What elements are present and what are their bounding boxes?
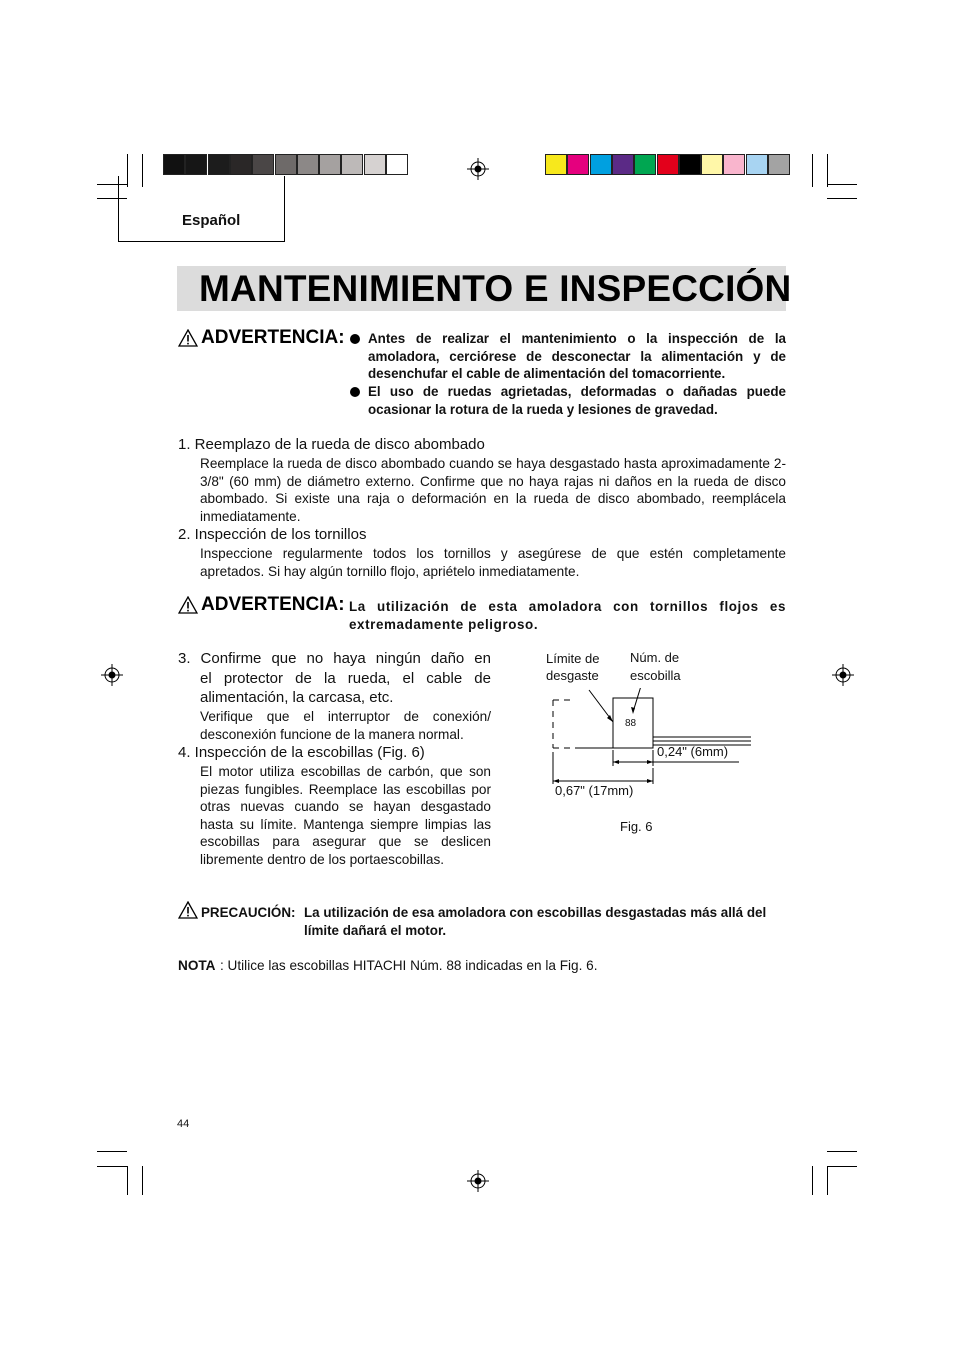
title-bar bbox=[177, 266, 792, 311]
warning-triangle-icon bbox=[178, 901, 198, 919]
warning-label: ADVERTENCIA: bbox=[201, 594, 345, 615]
calibration-swatch bbox=[590, 154, 612, 175]
calibration-swatch bbox=[701, 154, 723, 175]
registration-target-icon bbox=[467, 158, 489, 180]
caution-text: La utilización de esa amoladora con escobillas desgastadas más allá del límite dañará el motor. bbox=[304, 905, 767, 938]
item-body: Reemplace la rueda de disco abombado cuando se haya desgastado hasta aproximadamente 2-3/8" (60 mm) de diámetro externo. Confirme que no haya rajas ni daños en la rueda de disco abombado. Si existe una raja o deformación en la rueda de disco abombado, reemplácela inmediatamente. bbox=[200, 456, 786, 524]
caution-label: PRECAUCIÓN: bbox=[201, 905, 296, 920]
crop-mark bbox=[827, 1166, 828, 1195]
item-title: el protector de la rueda, el cable de bbox=[200, 670, 491, 687]
dimension-short-label: 0,24" (6mm) bbox=[657, 744, 729, 759]
calibration-swatch bbox=[634, 154, 656, 175]
calibration-swatch bbox=[612, 154, 634, 175]
calibration-swatch bbox=[364, 154, 386, 175]
warning-text: La utilización de esta amoladora con tornillos flojos es extremadamente peligroso. bbox=[349, 599, 786, 632]
registration-target-icon bbox=[832, 664, 854, 686]
crop-mark bbox=[827, 198, 857, 199]
brush-number-label: 88 bbox=[625, 718, 637, 729]
calibration-swatch bbox=[679, 154, 701, 175]
item-title: 2. Inspección de los tornillos bbox=[178, 526, 367, 543]
item-body: Verifique que el interruptor de conexión/ desconexión funcione de la manera normal. bbox=[200, 709, 491, 742]
calibration-swatch bbox=[657, 154, 679, 175]
calibration-swatch bbox=[746, 154, 768, 175]
crop-mark bbox=[827, 154, 828, 187]
calibration-swatch bbox=[768, 154, 790, 175]
crop-mark bbox=[827, 1166, 857, 1167]
calibration-swatch bbox=[386, 154, 408, 175]
warning-bullet-text: Antes de realizar el mantenimiento o la inspección de la amoladora, cerciórese de desconectar la alimentación y de desenchufar el cable de alimentación del tomacorriente. bbox=[368, 331, 786, 381]
crop-mark bbox=[127, 1166, 128, 1195]
calibration-swatch bbox=[230, 154, 252, 175]
registration-target-icon bbox=[101, 664, 123, 686]
crop-mark bbox=[812, 154, 813, 187]
brush-diagram bbox=[545, 688, 755, 798]
language-label: Español bbox=[182, 212, 241, 229]
calibration-swatch bbox=[252, 154, 274, 175]
calibration-swatch bbox=[319, 154, 341, 175]
figure-caption: Fig. 6 bbox=[620, 819, 653, 834]
item-body: Inspeccione regularmente todos los tornillos y asegúrese de que estén completamente apretados. Si hay algún tornillo flojo, apriételo inmediatamente. bbox=[200, 546, 786, 579]
calibration-swatch bbox=[567, 154, 589, 175]
bullet-icon bbox=[350, 387, 360, 397]
note-label: NOTA bbox=[178, 958, 216, 973]
calibration-swatch bbox=[185, 154, 207, 175]
figure-label-wear-limit: Límite de bbox=[546, 651, 600, 666]
calibration-swatch bbox=[208, 154, 230, 175]
crop-mark bbox=[97, 1151, 127, 1152]
warning-triangle-icon bbox=[178, 596, 198, 614]
calibration-swatch bbox=[297, 154, 319, 175]
calibration-swatch bbox=[723, 154, 745, 175]
crop-mark bbox=[827, 1151, 857, 1152]
dimension-long-label: 0,67" (17mm) bbox=[555, 783, 634, 798]
crop-mark bbox=[142, 1166, 143, 1195]
page-title: MANTENIMIENTO E INSPECCIÓN bbox=[199, 268, 792, 309]
warning-triangle-icon bbox=[178, 329, 198, 347]
item-title: 1. Reemplazo de la rueda de disco abombado bbox=[178, 436, 485, 453]
calibration-swatch bbox=[545, 154, 567, 175]
calibration-swatch bbox=[341, 154, 363, 175]
calibration-swatch bbox=[275, 154, 297, 175]
language-tab bbox=[118, 176, 285, 242]
figure-label-brush-number: Núm. de bbox=[630, 650, 680, 665]
bullet-icon bbox=[350, 334, 360, 344]
crop-mark bbox=[97, 1166, 127, 1167]
warning-label: ADVERTENCIA: bbox=[201, 327, 345, 348]
warning-bullet-text: El uso de ruedas agrietadas, deformadas o dañadas puede ocasionar la rotura de la rueda y lesiones de gravedad. bbox=[368, 384, 786, 417]
figure-label-wear-limit: desgaste bbox=[546, 668, 599, 683]
item-body: El motor utiliza escobillas de carbón, que son piezas fungibles. Reemplace las escobillas por otras nuevas cuando se hayan desgastado hasta su límite. Mantenga siempre limpias las escobillas para asegurar que se deslicen libremente dentro de los portaescobillas. bbox=[200, 764, 491, 867]
item-title: alimentación, la carcasa, etc. bbox=[200, 689, 394, 706]
page-number: 44 bbox=[177, 1118, 190, 1130]
crop-mark bbox=[827, 184, 857, 185]
crop-mark bbox=[812, 1166, 813, 1195]
figure-label-brush-number: escobilla bbox=[630, 668, 681, 683]
note-text: : Utilice las escobillas HITACHI Núm. 88 indicadas en la Fig. 6. bbox=[220, 958, 598, 973]
registration-target-icon bbox=[467, 1170, 489, 1192]
item-title: 3. Confirme que no haya ningún daño en bbox=[178, 650, 491, 667]
calibration-swatch bbox=[163, 154, 185, 175]
item-title: 4. Inspección de la escobillas (Fig. 6) bbox=[178, 744, 425, 761]
